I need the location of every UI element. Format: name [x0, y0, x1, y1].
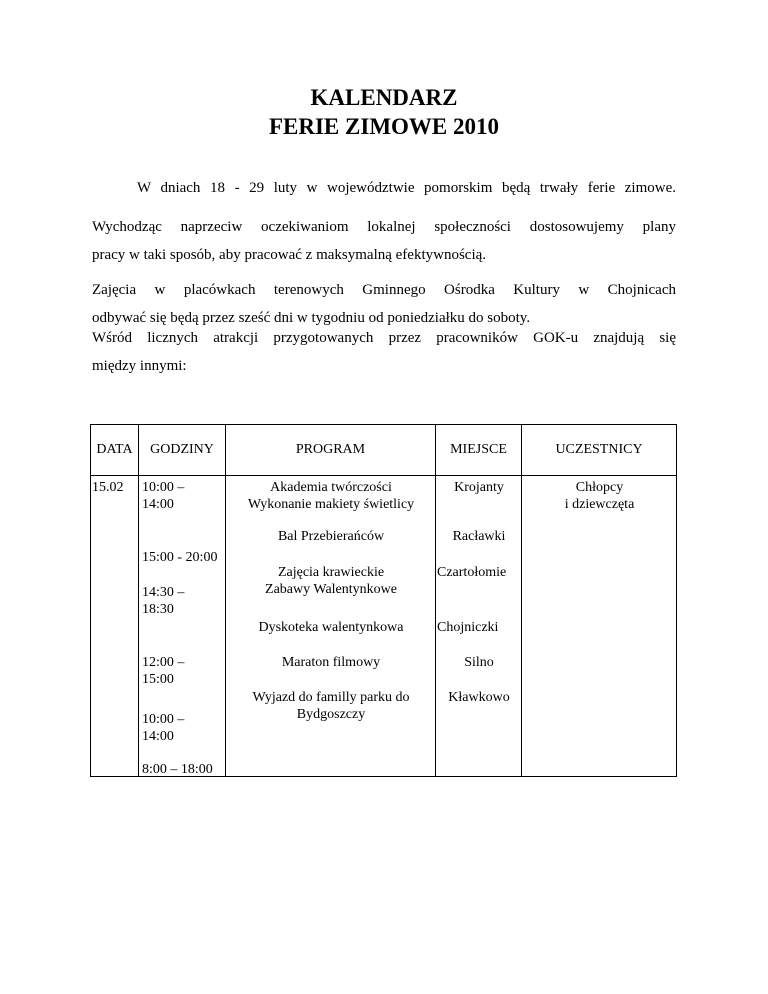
- paragraph-line: pracy w taki sposób, aby pracować z maksymalną efektywnością.: [92, 247, 487, 263]
- paragraph-line: Wśród licznych atrakcji przygotowanych przez pracowników GOK-u znajdują się: [92, 330, 676, 346]
- time-entry: 8:00 – 18:00: [142, 762, 213, 777]
- table-header-row: [91, 425, 677, 476]
- time-entry: 14:30 – 18:30: [142, 585, 185, 617]
- table-row: [91, 476, 677, 777]
- header-program: PROGRAM: [226, 425, 436, 476]
- cell-uczestnicy: [522, 476, 677, 777]
- header-godziny: GODZINY: [139, 425, 226, 476]
- cell-godziny: [139, 476, 226, 777]
- cell-data: [91, 476, 139, 777]
- time-entry: 10:00 – 14:00: [142, 712, 185, 744]
- schedule-table: [90, 424, 677, 777]
- paragraph-line: odbywać się będą przez sześć dni w tygodniu od poniedziałku do soboty.: [92, 310, 531, 326]
- cell-miejsce: [436, 476, 522, 777]
- date-value: 15.02: [92, 480, 124, 495]
- time-entry: 15:00 - 20:00: [142, 550, 218, 565]
- paragraph-line: Wychodząc naprzeciw oczekiwaniom lokalnej społeczności dostosowujemy plany: [92, 219, 676, 235]
- header-uczestnicy: UCZESTNICY: [522, 425, 677, 476]
- time-entry: 12:00 – 15:00: [142, 655, 185, 687]
- place-entry: Chojniczki: [437, 620, 499, 635]
- participants-entry: Chłopcy i dziewczęta: [564, 480, 635, 512]
- place-entry: Czartołomie: [437, 565, 507, 580]
- header-miejsce: MIEJSCE: [436, 425, 522, 476]
- place-entry: Krojanty: [454, 480, 504, 495]
- paragraph-line: W dniach 18 - 29 luty w województwie pomorskim będą trwały ferie zimowe.: [137, 180, 676, 196]
- place-entry: Racławki: [452, 529, 506, 544]
- place-entry: Kławkowo: [448, 690, 510, 705]
- document-title-line2: FERIE ZIMOWE 2010: [268, 114, 500, 139]
- paragraph-line: Zajęcia w placówkach terenowych Gminnego Ośrodka Kultury w Chojnicach: [92, 282, 676, 298]
- program-entry: Zajęcia krawieckie Zabawy Walentynkowe: [265, 565, 397, 597]
- program-entry: Dyskoteka walentynkowa: [258, 620, 404, 635]
- program-entry: Bal Przebierańców: [277, 529, 385, 544]
- cell-program: [226, 476, 436, 777]
- program-entry: Akademia twórczości Wykonanie makiety świetlicy: [247, 480, 415, 512]
- place-entry: Silno: [464, 655, 494, 670]
- time-entry: 10:00 – 14:00: [142, 480, 185, 512]
- document-title-line1: KALENDARZ: [310, 85, 458, 110]
- header-data: DATA: [91, 425, 139, 476]
- paragraph-line: między innymi:: [92, 358, 187, 374]
- program-entry: Maraton filmowy: [281, 655, 381, 670]
- program-entry: Wyjazd do familly parku do Bydgoszczy: [252, 690, 410, 722]
